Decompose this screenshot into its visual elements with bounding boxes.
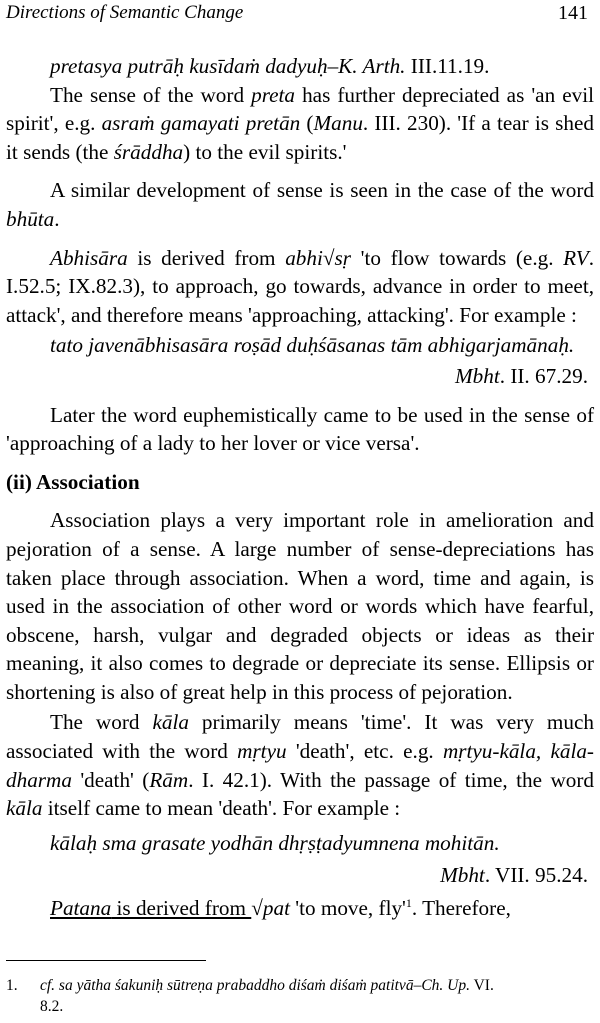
paragraph-association: Association plays a very important role in amelioration and pejoration of a sense. A large number of sense-depreciations has taken place through association. When a word, time and again, is used in the association of other word or words which have fearful, obscene, harsh, vulgar and degraded objects or ideas as their meaning, it also comes to degrade or depreciate its sense. Ellipsis or shortening is also of great help in this process of pejoration. [6,508,594,704]
reference-3: Mbht. VII. 95.24. [440,863,588,888]
footnote-marker: 1 [405,895,412,910]
paragraph-abhisara: Abhisāra is derived from abhi√sṛ 'to flow towards (e.g. RV. I.52.5; IX.82.3), to approach, go towards, advance in order to meet, attack', and therefore means 'approaching, attacking'. For example : [6,245,594,327]
footnote-rule [6,960,206,961]
footnote-continuation: 8.2. [40,998,64,1015]
footnote-number: 1. [6,977,18,994]
main-text [6,52,594,933]
quote-line-1: pretasya putrāḥ kusīdaṁ dadyuḥ–K. Arth. III.11.19. [50,54,490,78]
quote-line-2: tato javenābhisasāra roṣād duḥśāsanas tām abhigarjamānaḥ. [50,333,575,358]
paragraph-euphemism: Later the word euphemistically came to be used in the sense of 'approaching of a lady to her lover or vice versa'. [6,402,594,456]
reference-2: Mbht. II. 67.29. [454,363,588,388]
paragraph-kala: The word kāla primarily means 'time'. It was very much associated with the word mṛtyu 'death', etc. e.g. mṛtyu-kāla, kāla-dharma 'death' (Rām. I. 42.1). With the passage of time, the word kāla itself came to mean 'death'. For example : [6,710,594,821]
quote-line-3: kālaḥ sma grasate yodhān dhṛṣṭadyumnena mohitān. [50,830,500,855]
footnote [6,975,590,1017]
paragraph-preta: The sense of the word preta has further depreciated as 'an evil spirit', e.g. asraṁ gamayati pretān (Manu. III. 230). 'If a tear is shed it sends (the śrāddha) to the evil spirits.' [6,82,594,164]
footnote-text: cf. sa yātha śakuniḥ sūtreṇa prabaddho diśaṁ diśaṁ patitvā–Ch. Up. VI. [40,977,494,994]
running-header [6,0,592,26]
paragraph-patana: Patana is derived from √pat 'to move, $fly'^1$. Therefore, [50,895,511,921]
section-subheading: (ii) Association [6,469,140,494]
running-title: Directions of Semantic Change [6,2,244,23]
page-number: 141 [558,2,588,24]
paragraph-bhuta: A similar development of sense is seen in the case of the word bhūta. [6,178,594,231]
